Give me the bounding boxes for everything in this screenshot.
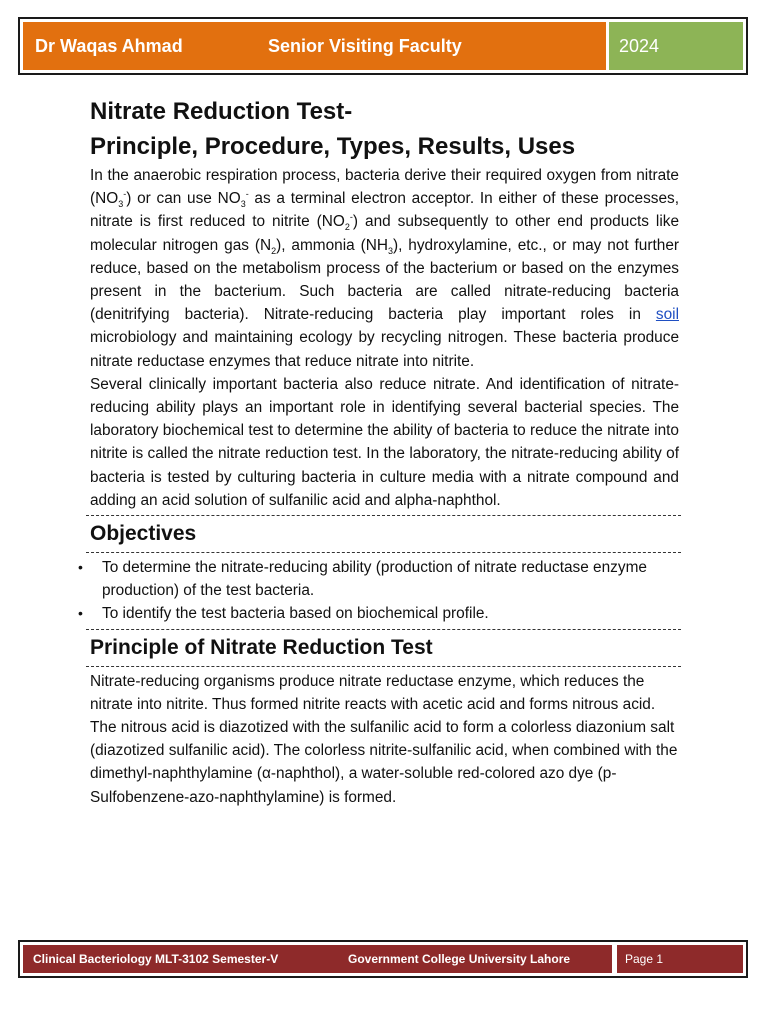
page-header — [18, 17, 748, 75]
subscript: 2 — [271, 245, 277, 256]
subscript: 2 — [344, 222, 350, 233]
section-divider — [86, 515, 681, 516]
footer-bar — [23, 945, 743, 973]
soil-link[interactable]: soil — [655, 306, 679, 324]
principle-heading: Principle of Nitrate Reduction Test — [90, 635, 433, 659]
title-line-2: Principle, Procedure, Types, Results, Uses — [90, 133, 576, 160]
bullet-icon: • — [78, 559, 83, 576]
objectives-heading: Objectives — [90, 522, 197, 546]
list-item — [78, 602, 679, 625]
section-divider — [86, 629, 681, 630]
superscript: - — [349, 212, 353, 223]
intro-text: as a terminal electron acceptor. In either of these processes, nitrate is first reduced to nitrite (NO — [90, 190, 679, 231]
subscript: 3 — [118, 199, 124, 210]
footer-main-block — [23, 945, 612, 973]
intro-text: microbiology and maintaining ecology by recycling nitrogen. These bacteria produce nitrate reductase enzymes that reduce nitrate into nitrite. — [90, 329, 679, 370]
page-number: Page 1 — [617, 945, 743, 973]
superscript: - — [245, 189, 249, 200]
section-divider — [86, 552, 681, 553]
intro-text: ) and subsequently to other end products like molecular nitrogen gas (N — [90, 213, 680, 254]
bullet-icon: • — [78, 605, 83, 622]
intro-paragraph-1 — [90, 164, 679, 373]
principle-paragraph: Nitrate-reducing organisms produce nitrate reductase enzyme, which reduces the nitrate into nitrite. Thus formed nitrite reacts with acetic acid and forms nitrous acid. The nitrous acid is diazotized with the sulfanilic acid to form a colorless diazonium salt (diazotized sulfanilic acid). The colorless nitrite-sulfanilic acid, when combined with the dimethyl-naphthylamine (α-naphthol), a water-soluble red-colored azo dye (p-Sulfobenzene-azo-naphthylamine) is formed. — [90, 672, 678, 806]
footer-college: Government College University Lahore — [348, 952, 571, 966]
subscript: 3 — [387, 245, 393, 256]
header-year: 2024 — [609, 22, 743, 70]
objective-text: To determine the nitrate-reducing ability (production of nitrate reductase enzyme production) of the test bacteria. — [102, 559, 647, 600]
intro-text: ), hydroxylamine, etc., or may not further reduce, based on the metabolism process of the bacterium or based on the enzymes present in the bacterium. Such bacteria are called nitrate-reducing bacteria (denitrifying bacteria). Nitrate-reducing bacteria play important roles in — [90, 236, 680, 324]
objective-text: To identify the test bacteria based on biochemical profile. — [102, 605, 489, 623]
footer-course: Clinical Bacteriology MLT-3102 Semester-V — [33, 952, 279, 966]
intro-text: In the anaerobic respiration process, bacteria derive their required oxygen from nitrate (NO — [90, 167, 679, 208]
header-main-block — [23, 22, 606, 70]
list-item — [78, 556, 679, 602]
section-divider — [86, 666, 681, 667]
intro-text: ) or can use NO — [126, 190, 241, 208]
subscript: 3 — [240, 199, 246, 210]
title-line-1: Nitrate Reduction Test- — [90, 98, 353, 125]
document-body — [78, 94, 680, 809]
document-title — [90, 94, 679, 164]
superscript: - — [123, 189, 127, 200]
intro-text: ), ammonia (NH — [276, 236, 388, 254]
header-role: Senior Visiting Faculty — [268, 35, 462, 56]
page-footer — [18, 940, 748, 978]
intro-paragraph-2: Several clinically important bacteria also reduce nitrate. And identification of nitrate-reducing ability plays an important role in identifying several bacterial species. The laboratory biochemical test to determine the ability of bacteria to reduce the nitrate into nitrite is called the nitrate reduction test. In the laboratory, the nitrate-reducing ability of bacteria is tested by culturing bacteria in culture media with a nitrate compound and adding an acid solution of sulfanilic acid and alpha-naphthol. — [90, 375, 679, 509]
header-bar — [23, 22, 743, 70]
objectives-list — [78, 556, 679, 626]
header-author: Dr Waqas Ahmad — [35, 35, 183, 56]
